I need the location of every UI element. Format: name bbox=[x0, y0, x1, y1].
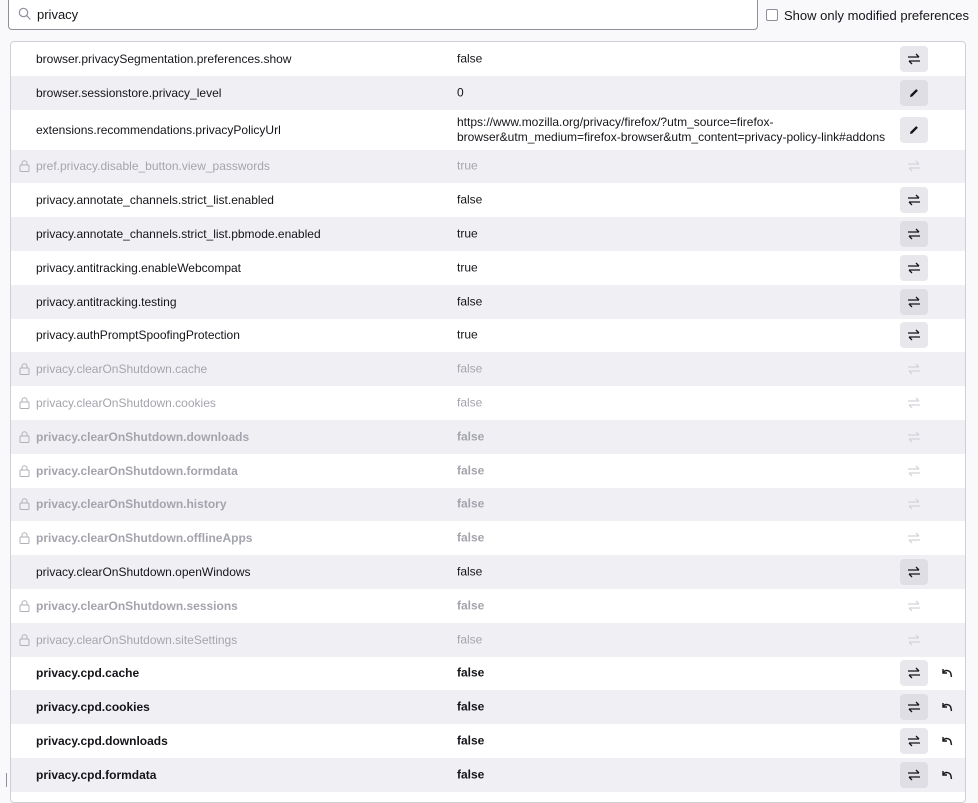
window-edge bbox=[0, 773, 7, 787]
pref-name: pref.privacy.disable_button.view_passwords bbox=[36, 159, 270, 174]
toggle-icon bbox=[907, 397, 921, 409]
reset-icon bbox=[941, 735, 953, 747]
toggle-icon bbox=[907, 262, 921, 274]
preferences-table bbox=[10, 41, 966, 803]
pref-row[interactable] bbox=[11, 150, 965, 184]
edit-button[interactable] bbox=[900, 80, 928, 106]
pref-row[interactable] bbox=[11, 555, 965, 589]
search-bar bbox=[0, 0, 978, 34]
pref-row[interactable] bbox=[11, 420, 965, 454]
pref-value: https://www.mozilla.org/privacy/firefox/?utm_source=firefox-browser&utm_medium=firefox-browser&utm_content=privacy-policy-link#addons bbox=[457, 114, 886, 144]
toggle-button[interactable] bbox=[900, 187, 928, 213]
pref-row[interactable] bbox=[11, 623, 965, 657]
lock-icon bbox=[19, 397, 30, 409]
toggle-button[interactable] bbox=[900, 660, 928, 686]
pref-row[interactable] bbox=[11, 521, 965, 555]
toggle-icon bbox=[907, 431, 921, 443]
toggle-icon bbox=[907, 228, 921, 240]
pref-value: false bbox=[457, 395, 483, 410]
toggle-icon bbox=[907, 600, 921, 612]
pref-value: true bbox=[457, 260, 478, 275]
toggle-button[interactable] bbox=[900, 762, 928, 788]
edit-pencil-icon bbox=[908, 124, 920, 136]
lock-icon bbox=[19, 532, 30, 544]
pref-name: privacy.clearOnShutdown.history bbox=[36, 497, 227, 512]
pref-row[interactable] bbox=[11, 251, 965, 285]
show-modified-label: Show only modified preferences bbox=[784, 7, 969, 23]
toggle-icon bbox=[907, 296, 921, 308]
pref-row[interactable] bbox=[11, 690, 965, 724]
toggle-icon bbox=[907, 363, 921, 375]
pref-row[interactable] bbox=[11, 724, 965, 758]
pref-row[interactable] bbox=[11, 488, 965, 522]
toggle-button[interactable] bbox=[900, 221, 928, 247]
reset-button[interactable] bbox=[937, 765, 957, 785]
pref-row[interactable] bbox=[11, 657, 965, 691]
pref-name: extensions.recommendations.privacyPolicyUrl bbox=[36, 122, 281, 137]
pref-value: true bbox=[457, 158, 478, 173]
pref-value: false bbox=[457, 192, 483, 207]
reset-icon bbox=[941, 769, 953, 781]
pref-name: privacy.annotate_channels.strict_list.pbmode.enabled bbox=[36, 227, 321, 242]
pref-value: false bbox=[457, 699, 485, 714]
pref-value: false bbox=[457, 632, 483, 647]
pref-name: privacy.clearOnShutdown.downloads bbox=[36, 429, 250, 444]
pref-row[interactable] bbox=[11, 110, 965, 150]
toggle-button bbox=[900, 390, 928, 416]
pref-row[interactable] bbox=[11, 386, 965, 420]
pref-name: privacy.antitracking.enableWebcompat bbox=[36, 260, 241, 275]
toggle-button bbox=[900, 458, 928, 484]
toggle-button[interactable] bbox=[900, 289, 928, 315]
toggle-icon bbox=[907, 701, 921, 713]
pref-row[interactable] bbox=[11, 319, 965, 353]
lock-icon bbox=[19, 363, 30, 375]
pref-row[interactable] bbox=[11, 183, 965, 217]
toggle-button[interactable] bbox=[900, 728, 928, 754]
pref-row[interactable] bbox=[11, 589, 965, 623]
pref-name: privacy.cpd.downloads bbox=[36, 734, 168, 749]
pref-value: 0 bbox=[457, 85, 464, 100]
pref-value: false bbox=[457, 463, 485, 478]
search-input[interactable] bbox=[37, 4, 737, 24]
pref-value: false bbox=[457, 564, 483, 579]
toggle-button bbox=[900, 491, 928, 517]
toggle-button bbox=[900, 424, 928, 450]
toggle-button bbox=[900, 525, 928, 551]
pref-value: false bbox=[457, 294, 483, 309]
pref-name: privacy.cpd.cache bbox=[36, 666, 140, 681]
pref-name: privacy.cpd.cookies bbox=[36, 700, 150, 715]
pref-value: false bbox=[457, 51, 483, 66]
search-field[interactable] bbox=[8, 0, 758, 30]
show-modified-checkbox[interactable] bbox=[766, 9, 778, 21]
reset-button[interactable] bbox=[937, 663, 957, 683]
toggle-icon bbox=[907, 532, 921, 544]
pref-name: privacy.clearOnShutdown.cookies bbox=[36, 396, 216, 411]
reset-icon bbox=[941, 667, 953, 679]
pref-name: privacy.annotate_channels.strict_list.enabled bbox=[36, 193, 274, 208]
pref-name: browser.privacySegmentation.preferences.show bbox=[36, 51, 292, 66]
toggle-icon bbox=[907, 498, 921, 510]
toggle-icon bbox=[907, 634, 921, 646]
show-modified-toggle[interactable] bbox=[766, 7, 969, 23]
pref-value: false bbox=[457, 767, 485, 782]
pref-name: browser.sessionstore.privacy_level bbox=[36, 85, 222, 100]
toggle-button[interactable] bbox=[900, 694, 928, 720]
pref-name: privacy.clearOnShutdown.formdata bbox=[36, 463, 238, 478]
toggle-icon bbox=[907, 566, 921, 578]
toggle-button bbox=[900, 593, 928, 619]
toggle-icon bbox=[907, 667, 921, 679]
toggle-button[interactable] bbox=[900, 255, 928, 281]
pref-row[interactable] bbox=[11, 42, 965, 76]
toggle-icon bbox=[907, 53, 921, 65]
toggle-button bbox=[900, 356, 928, 382]
pref-row[interactable] bbox=[11, 352, 965, 386]
toggle-icon bbox=[907, 769, 921, 781]
pref-value: false bbox=[457, 429, 485, 444]
toggle-icon bbox=[907, 194, 921, 206]
pref-value: false bbox=[457, 496, 485, 511]
toggle-button[interactable] bbox=[900, 46, 928, 72]
edit-button[interactable] bbox=[900, 117, 928, 143]
lock-icon bbox=[19, 634, 30, 646]
pref-name: privacy.clearOnShutdown.sessions bbox=[36, 598, 238, 613]
lock-icon bbox=[19, 600, 30, 612]
pref-name: privacy.clearOnShutdown.siteSettings bbox=[36, 632, 238, 647]
pref-row[interactable] bbox=[11, 454, 965, 488]
pref-value: false bbox=[457, 361, 483, 376]
search-icon bbox=[18, 7, 32, 21]
pref-row[interactable] bbox=[11, 76, 965, 110]
pref-name: privacy.cpd.formdata bbox=[36, 767, 157, 782]
pref-row[interactable] bbox=[11, 217, 965, 251]
toggle-button bbox=[900, 153, 928, 179]
lock-icon bbox=[19, 465, 30, 477]
pref-value: true bbox=[457, 226, 478, 241]
pref-name: privacy.authPromptSpoofingProtection bbox=[36, 328, 240, 343]
toggle-icon bbox=[907, 735, 921, 747]
toggle-button[interactable] bbox=[900, 559, 928, 585]
lock-icon bbox=[19, 160, 30, 172]
pref-value: false bbox=[457, 530, 485, 545]
toggle-button bbox=[900, 627, 928, 653]
pref-value: false bbox=[457, 733, 485, 748]
lock-icon bbox=[19, 498, 30, 510]
pref-name: privacy.clearOnShutdown.openWindows bbox=[36, 565, 251, 580]
toggle-button[interactable] bbox=[900, 322, 928, 348]
lock-icon bbox=[19, 431, 30, 443]
pref-value: true bbox=[457, 327, 478, 342]
pref-name: privacy.antitracking.testing bbox=[36, 294, 177, 309]
toggle-icon bbox=[907, 329, 921, 341]
toggle-icon bbox=[907, 465, 921, 477]
pref-row[interactable] bbox=[11, 285, 965, 319]
edit-pencil-icon bbox=[908, 87, 920, 99]
reset-button[interactable] bbox=[937, 731, 957, 751]
pref-value: false bbox=[457, 598, 485, 613]
reset-icon bbox=[941, 701, 953, 713]
pref-name: privacy.clearOnShutdown.cache bbox=[36, 362, 208, 377]
toggle-icon bbox=[907, 160, 921, 172]
reset-button[interactable] bbox=[937, 697, 957, 717]
pref-value: false bbox=[457, 665, 485, 680]
pref-name: privacy.clearOnShutdown.offlineApps bbox=[36, 531, 253, 546]
